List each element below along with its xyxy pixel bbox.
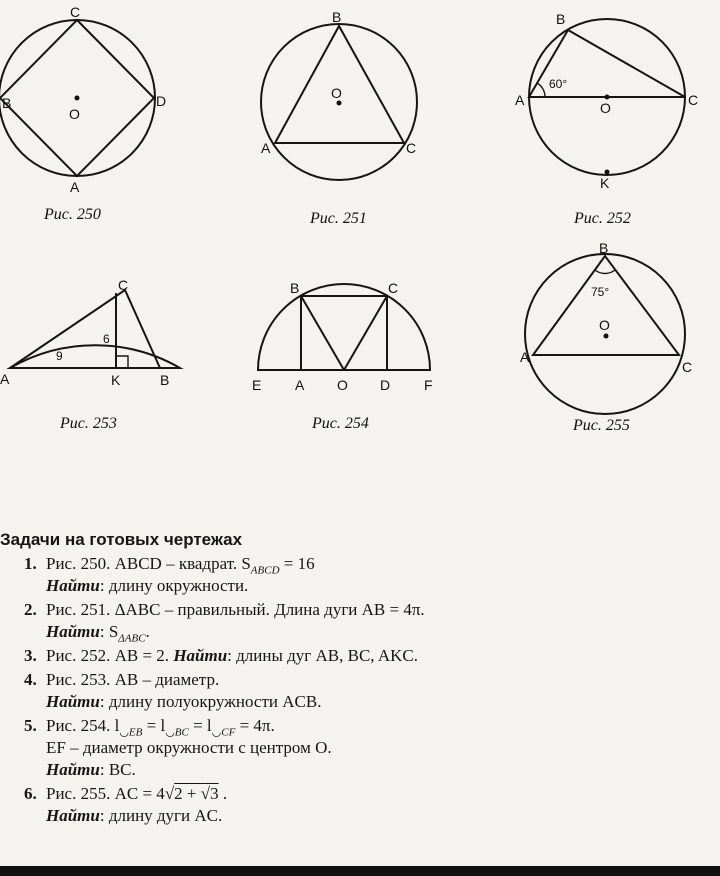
label-c: C xyxy=(688,92,699,108)
length-9: 9 xyxy=(56,349,63,363)
task-find: Найти: длину дуги AC. xyxy=(46,806,223,825)
label-o: O xyxy=(69,106,80,122)
task-number: 5. xyxy=(24,716,37,735)
label-a: A xyxy=(520,349,530,365)
label-c: C xyxy=(388,280,399,296)
label-a: A xyxy=(261,140,271,156)
label-o: O xyxy=(599,317,610,333)
label-a: A xyxy=(515,92,525,108)
label-a: A xyxy=(70,179,80,195)
sqrt-sign: √ xyxy=(164,784,175,803)
caption-253: Рис. 253 xyxy=(60,415,117,432)
label-o: O xyxy=(337,377,348,393)
task-statement: Рис. 251. ΔABC – правильный. Длина дуги AB = 4π. xyxy=(46,600,425,619)
label-c: C xyxy=(118,277,129,293)
task-find: Найти: длину полуокружности ACB. xyxy=(46,692,322,711)
center-dot xyxy=(75,96,80,101)
label-e: E xyxy=(252,377,262,393)
label-b: B xyxy=(332,9,342,25)
center-dot xyxy=(605,95,610,100)
angle-75: 75° xyxy=(591,285,610,299)
task-number: 6. xyxy=(24,784,37,803)
task-number: 4. xyxy=(24,670,37,689)
sqrt-sign: √ xyxy=(200,784,211,803)
figure-255 xyxy=(520,240,692,434)
label-o: O xyxy=(331,85,342,101)
tasks-title: Задачи на готовых чертежах xyxy=(0,530,243,549)
task-condition: EF – диаметр окружности с центром O. xyxy=(46,738,332,757)
label-c: C xyxy=(70,4,81,20)
center-dot xyxy=(337,101,342,106)
caption-254: Рис. 254 xyxy=(312,415,369,432)
bottom-edge-bar xyxy=(0,866,720,876)
figure-251 xyxy=(261,9,417,227)
label-a: A xyxy=(0,371,10,387)
task-find: Найти: $S_{\Delta ABC}$. xyxy=(46,622,150,645)
segment-bo xyxy=(301,296,344,370)
label-k: K xyxy=(111,372,121,388)
figure-250 xyxy=(0,4,166,223)
label-b: B xyxy=(290,280,300,296)
figure-252 xyxy=(515,11,698,227)
length-6: 6 xyxy=(103,332,110,346)
label-k: K xyxy=(600,175,610,191)
label-b: B xyxy=(599,240,609,256)
figure-253 xyxy=(0,277,180,432)
angle-arc xyxy=(537,83,545,97)
caption-255: Рис. 255 xyxy=(573,417,630,434)
caption-250: Рис. 250 xyxy=(44,206,101,223)
task-number: 3. xyxy=(24,646,37,665)
center-dot xyxy=(604,334,609,339)
angle-arc xyxy=(595,270,615,274)
label-o: O xyxy=(600,100,611,116)
label-f: F xyxy=(424,377,433,393)
label-d: D xyxy=(156,93,167,109)
segment-co xyxy=(344,296,387,370)
task-number: 2. xyxy=(24,600,37,619)
figure-254 xyxy=(252,280,433,432)
task-find: Найти: BC. xyxy=(46,760,136,779)
angle-60: 60° xyxy=(549,77,568,91)
task-statement: Рис. 255. AC = 4√2 + √3 . xyxy=(46,784,228,803)
label-a: A xyxy=(295,377,305,393)
task-statement: Рис. 254. $l_{◡EB} = l_{◡BC} = l_{◡CF} = 4\pi$. xyxy=(46,716,275,739)
task-statement: Рис. 250. ABCD – квадрат. $S_{ABCD} = 16$ xyxy=(46,554,315,577)
task-statement: Рис. 253. AB – диаметр. xyxy=(46,670,220,689)
task-find: Найти: длину окружности. xyxy=(46,576,249,595)
label-b: B xyxy=(2,95,12,111)
point-k xyxy=(605,170,610,175)
label-c: C xyxy=(406,140,417,156)
label-c: C xyxy=(682,359,693,375)
right-angle-mark xyxy=(116,356,128,368)
task-number: 1. xyxy=(24,554,37,573)
label-b: B xyxy=(160,372,170,388)
caption-251: Рис. 251 xyxy=(310,210,367,227)
task-statement: Рис. 252. AB = 2. Найти: длины дуг AB, BC, AKC. xyxy=(46,646,419,665)
caption-252: Рис. 252 xyxy=(574,210,631,227)
label-b: B xyxy=(556,11,566,27)
label-d: D xyxy=(380,377,391,393)
